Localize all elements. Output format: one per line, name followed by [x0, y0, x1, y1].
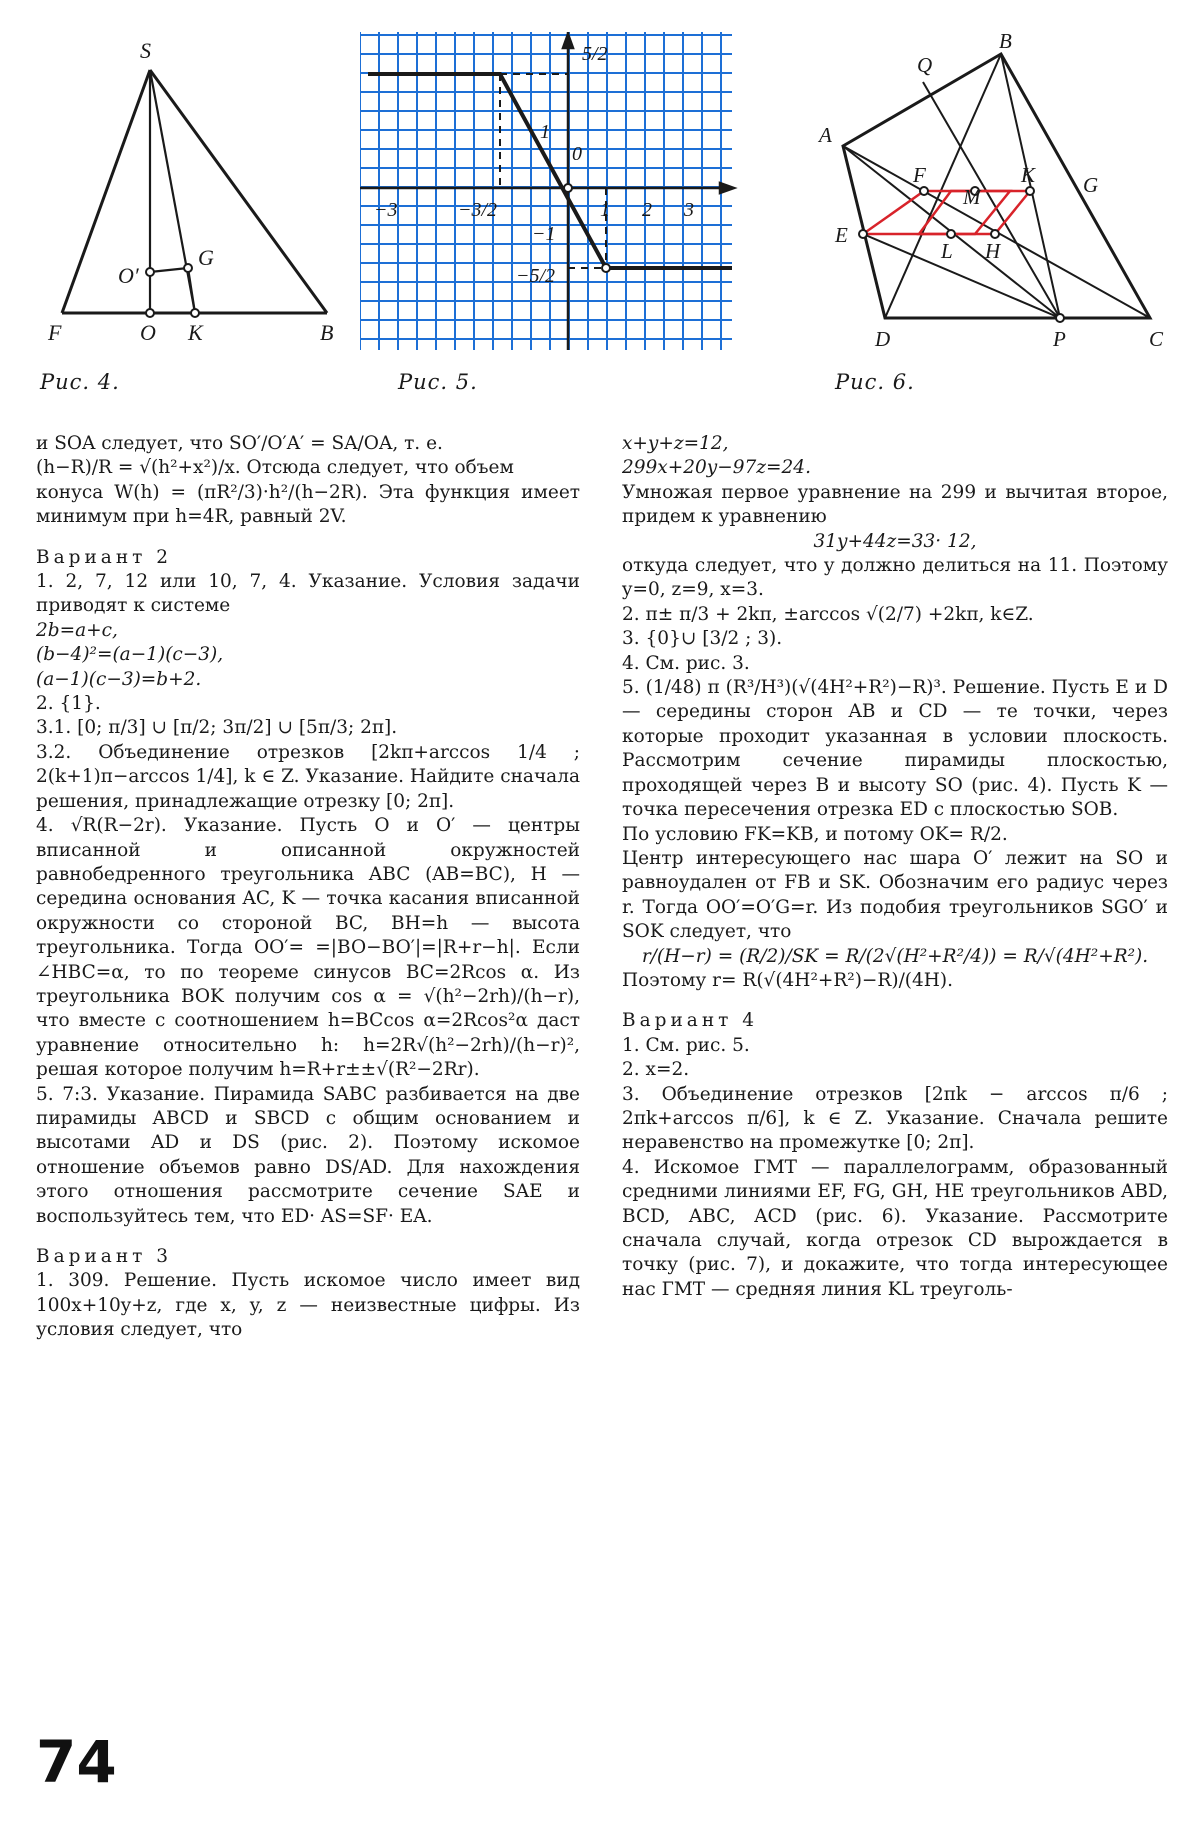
right-system-line-2: 299x+20y−97z=24. — [622, 457, 811, 479]
left-v2-item-2: 2. {1}. — [36, 693, 101, 715]
fig6-label-L: L — [941, 239, 953, 263]
figure-5-caption: Рис. 5. — [398, 370, 478, 394]
left-heading-variant-3: Вариант 3 — [36, 1246, 173, 1267]
fig6-label-D: D — [875, 327, 891, 351]
figure-4-caption: Рис. 4. — [40, 370, 120, 394]
figure-5 — [360, 32, 770, 352]
fig4-label-G: G — [198, 245, 214, 270]
right-text-therefore: Поэтому r= R(√(4H²+R²)−R)/(4H). — [622, 969, 954, 991]
fig6-label-H: H — [985, 239, 1001, 263]
fig6-label-M: M — [963, 185, 981, 209]
left-v2-item-3-1: 3.1. [0; π/3] ∪ [π/2; 3π/2] ∪ [5π/3; 2π]. — [36, 717, 398, 739]
right-text-ok: По условию FK=KB, и потому OK= R/2. — [622, 823, 1008, 845]
left-line-2: (h−R)/R = √(h²+x²)/x. Отсюда следует, что объем — [36, 457, 514, 479]
fig6-label-K: K — [1021, 163, 1036, 187]
figure-5-grid — [360, 32, 732, 350]
right-v4-item-1: 1. См. рис. 5. — [622, 1034, 750, 1056]
right-v3-item-4: 4. См. рис. 3. — [622, 652, 750, 674]
left-line-1: и SOA следует, что SO′/O′A′ = SA/OA, т. е. — [36, 433, 443, 454]
left-v2-item-3-2: 3.2. Объединение отрезков [2kπ+arccos 1/4 ; 2(k+1)π−arccos 1/4], k ∈ Z. Указание. Найдите сначала решения, принадлежащие отрезку [0; 2π]. — [36, 741, 580, 812]
right-v3-item-2: 2. π± π/3 + 2kπ, ±arccos √(2/7) +2kπ, k∈Z. — [622, 603, 1034, 625]
fig5-label-x3: 3 — [684, 199, 694, 221]
right-equation-ratio: r/(H−r) = (R/2)/SK = R/(2√(H²+R²/4)) = R/√(4H²+R²). — [641, 945, 1149, 967]
fig5-label-x1: 1 — [600, 199, 610, 221]
fig4-label-Oprime: O′ — [118, 263, 139, 288]
right-column — [622, 432, 1168, 1302]
fig5-label-y1: 1 — [540, 121, 550, 143]
page-number: 74 — [36, 1728, 117, 1796]
fig6-label-E: E — [835, 223, 848, 247]
left-column — [36, 432, 580, 1343]
left-v3-item-1: 1. 309. Решение. Пусть искомое число имеет вид 100x+10y+z, где x, y, z — неизвестные цифры. Из условия следует, что — [36, 1270, 580, 1341]
right-v4-item-2: 2. x=2. — [622, 1059, 690, 1081]
right-heading-variant-4: Вариант 4 — [622, 1010, 759, 1032]
fig5-label-origin: 0 — [572, 143, 582, 165]
left-system-line-3: (a−1)(c−3)=b+2. — [36, 668, 202, 690]
right-v4-item-4: 4. Искомое ГМТ — параллелограмм, образованный средними линиями EF, FG, GH, HE треугольников ABD, BCD, ABC, ACD (рис. 6). Указание. Рассмотрите сначала случай, когда отрезок CD вырождается в точку (рис. 7), и докажите, что тогда интересующее нас ГМТ — средняя линия KL треуголь- — [622, 1156, 1168, 1300]
right-text-multiply: Умножая первое уравнение на 299 и вычитая второе, придем к уравнению — [622, 481, 1168, 528]
right-text-center: Центр интересующего нас шара O′ лежит на SO и равноудален от FB и SK. Обозначим его радиус через r. Тогда OO′=O′G=r. Из подобия треугольников SGO′ и SOK следует, что — [622, 847, 1168, 943]
fig4-label-F: F — [48, 320, 62, 345]
fig6-label-B: B — [999, 29, 1012, 53]
figure-6-caption: Рис. 6. — [835, 370, 915, 394]
left-v2-item-5: 5. 7:3. Указание. Пирамида SABC разбивается на две пирамиды ABCD и SBCD с общим основанием и высотами AD и DS (рис. 2). Поэтому искомое отношение объемов равно DS/AD. Для нахождения этого отношения рассмотрите сечение SAE и воспользуйтесь тем, что ED· AS=SF· EA. — [36, 1083, 580, 1227]
fig6-label-F: F — [913, 163, 926, 187]
fig6-label-P: P — [1053, 327, 1066, 351]
fig5-label-y-m5-2: −5/2 — [516, 265, 556, 287]
fig4-label-K: K — [188, 320, 203, 345]
fig6-label-Q: Q — [917, 53, 933, 77]
left-v2-item-4: 4. √R(R−2r). Указание. Пусть O и O′ — центры вписанной и описанной окружностей равнобедренного треугольника ABC (AB=BC), H — середина основания AC, K — точка касания вписанной окружности со стороной BC, BH=h — высота треугольника. Тогда OO′= =|BO−BO′|=|R+r−h|. Если ∠HBC=α, то по теореме синусов BC=2Rcos α. Из треугольника BOK получим cos α = √(h²−2rh)/(h−r), что вместе с соотношением h=BCcos α=2Rcos²α даст уравнение относительно h: h=2R√(h²−2rh)/(h−r)², решая которое получим h=R+r±±√(R²−2Rr). — [36, 815, 580, 1081]
right-equation-31y: 31y+44z=33· 12, — [813, 530, 977, 552]
fig4-label-S: S — [140, 38, 151, 63]
fig5-label-five-half: 5/2 — [582, 43, 608, 65]
fig5-label-x2: 2 — [642, 199, 652, 221]
figure-6 — [815, 28, 1175, 358]
fig5-label-x-m3: −3 — [374, 199, 398, 221]
fig6-label-C: C — [1149, 327, 1164, 351]
fig6-label-G: G — [1083, 173, 1099, 197]
left-line-3: конуса W(h) = (πR²/3)·h²/(h−2R). Эта функция имеет минимум при h=4R, равный 2V. — [36, 481, 580, 528]
right-text-divisible: откуда следует, что y должно делиться на 11. Поэтому y=0, z=9, x=3. — [622, 555, 1168, 601]
fig6-label-A: A — [819, 123, 832, 147]
left-system-line-2: (b−4)²=(a−1)(c−3), — [36, 644, 224, 666]
right-system-line-1: x+y+z=12, — [622, 433, 729, 454]
figure-4 — [40, 30, 360, 350]
left-heading-variant-2: Вариант 2 — [36, 546, 173, 568]
fig4-label-O: O — [140, 320, 156, 345]
fig5-label-x-m3-2: −3/2 — [458, 199, 498, 221]
right-v3-item-3: 3. {0}∪ [3/2 ; 3). — [622, 628, 783, 650]
left-system-line-1: 2b=a+c, — [36, 619, 118, 641]
left-v2-item-1: 1. 2, 7, 12 или 10, 7, 4. Указание. Условия задачи приводят к системе — [36, 571, 580, 617]
right-v4-item-3: 3. Объединение отрезков [2πk − arccos π/6 ; 2πk+arccos π/6], k ∈ Z. Указание. Сначала решите неравенство на промежутке [0; 2π]. — [622, 1083, 1168, 1154]
fig5-label-y-m1: −1 — [532, 223, 556, 245]
fig4-label-B: B — [320, 320, 334, 345]
right-v3-item-5: 5. (1/48) π (R³/H³)(√(4H²+R²)−R)³. Решение. Пусть E и D — середины сторон AB и CD — те точки, через которые проходит указанная в условии плоскость. Рассмотрим сечение пирамиды плоскостью, проходящей через B и высоту SO (рис. 4). Пусть K — точка пересечения отрезка ED с плоскостью SOB. — [622, 677, 1168, 821]
